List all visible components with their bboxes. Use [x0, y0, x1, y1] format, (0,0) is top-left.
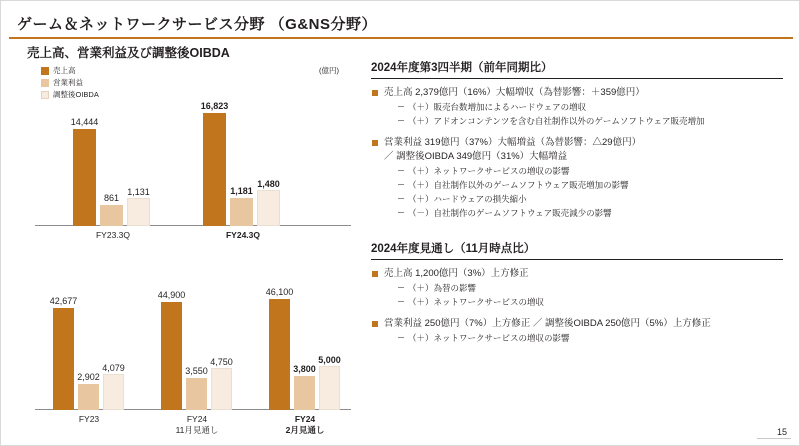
commentary-item-outlook-oi-text: 営業利益 250億円（7%）上方修正 ／ 調整後OIBDA 250億円（5%）上方修正: [384, 318, 711, 329]
bar-group-label-fy24-feb-line1: FY24: [294, 414, 316, 424]
commentary-subitem-text: （－）自社制作のゲームソフトウェア販売減少の影響: [408, 208, 612, 218]
bar-value-operating-income-fy23-3q: 861: [103, 193, 120, 203]
charts-column: [19, 43, 359, 433]
page-title: ゲーム＆ネットワークサービス分野 （G&NS分野）: [9, 9, 793, 39]
bar-oibda-fy23-3q: [127, 187, 150, 226]
commentary-subitem: [398, 165, 783, 178]
commentary-subitem-text: （＋）ネットワークサービスの増収の影響: [408, 166, 570, 176]
commentary-subitem: [398, 193, 783, 206]
legend-label-oibda: 調整後OIBDA: [53, 90, 99, 99]
dash-icon: [398, 170, 404, 171]
dash-icon: [398, 287, 404, 288]
page-number-rule: [757, 438, 791, 439]
bar-value-operating-income-fy24-feb: 3,800: [293, 364, 316, 374]
bar-sales-fy24-nov: [157, 290, 186, 410]
dash-icon: [398, 212, 404, 213]
commentary-subitem: [398, 115, 783, 128]
dash-icon: [398, 120, 404, 121]
bar-group-label-fy24-nov-line2: 11月見通し: [175, 425, 219, 435]
commentary-item-q3-sales-text: 売上高 2,379億円（16%）大幅増収（為替影響：＋359億円）: [384, 87, 645, 98]
bar-value-oibda-fy24-feb: 5,000: [318, 355, 341, 365]
commentary-item-q3-operating-income: [371, 136, 783, 220]
bullet-square-icon: [372, 90, 378, 96]
bar-sales-fy23: [49, 296, 78, 410]
bar-value-sales-fy23-3q: 14,444: [70, 117, 99, 127]
bar-value-sales-fy24-nov: 44,900: [157, 290, 186, 300]
legend-label-operating-income: 営業利益: [53, 78, 83, 87]
commentary-subitem-text: （＋）ネットワークサービスの増収の影響: [408, 333, 570, 343]
commentary-block-outlook-title: 2024年度見通し（11月時点比）: [371, 240, 783, 260]
bar-value-operating-income-fy24-3q: 1,181: [230, 186, 253, 196]
commentary-subitem-text: （＋）販売台数増加によるハードウェアの増収: [408, 102, 587, 112]
commentary-subitem: [398, 282, 783, 295]
bar-sales-fy24-feb: [265, 287, 294, 410]
commentary-subitem-text: （＋）自社制作以外のゲームソフトウェア販売増加の影響: [408, 180, 629, 190]
commentary-column: [371, 59, 783, 359]
bar-operating-income-fy24-feb: [293, 364, 316, 410]
annual-bar-chart: [27, 251, 357, 436]
bar-sales-fy23-3q: [70, 117, 99, 226]
commentary-subitem-text: （＋）アドオンコンテンツを含む自社制作以外のゲームソフトウェア販売増加: [408, 116, 705, 126]
commentary-subitem: [398, 101, 783, 114]
bar-value-sales-fy24-3q: 16,823: [200, 101, 229, 111]
commentary-item-outlook-operating-income: [371, 317, 783, 345]
dash-icon: [398, 106, 404, 107]
commentary-subitem: [398, 296, 783, 309]
commentary-block-outlook: [371, 240, 783, 345]
bar-value-sales-fy24-feb: 46,100: [265, 287, 294, 297]
bar-value-sales-fy23: 42,677: [49, 296, 78, 306]
bullet-square-icon: [372, 321, 378, 327]
dash-icon: [398, 301, 404, 302]
bar-oibda-fy24-feb: [318, 355, 341, 410]
page-number: 15: [776, 427, 787, 437]
bar-value-oibda-fy23: 4,079: [102, 363, 125, 373]
section-heading: 売上高、営業利益及び調整後OIBDA: [27, 46, 230, 60]
bar-operating-income-fy24-3q: [230, 186, 253, 226]
commentary-item-q3-oi-text: 営業利益 319億円（37%）大幅増益（為替影響：△29億円）: [384, 137, 642, 148]
commentary-subitem: [398, 207, 783, 220]
commentary-item-outlook-sales: [371, 267, 783, 309]
bar-value-operating-income-fy23: 2,902: [77, 372, 100, 382]
quarterly-bar-chart: [27, 67, 357, 252]
bar-operating-income-fy23: [77, 372, 100, 410]
bar-value-oibda-fy24-3q: 1,480: [257, 179, 280, 189]
bar-group-label-fy24-feb-line2: 2月見通し: [285, 425, 325, 435]
bullet-square-icon: [372, 271, 378, 277]
bullet-square-icon: [372, 140, 378, 146]
bar-oibda-fy24-nov: [210, 357, 233, 410]
chart-unit-label: (億円): [319, 66, 339, 75]
commentary-block-q3: [371, 59, 783, 220]
commentary-subitem: [398, 179, 783, 192]
commentary-item-q3-sales: [371, 86, 783, 128]
bar-group-label-fy23-line1: FY23: [78, 414, 100, 424]
bar-value-oibda-fy23-3q: 1,131: [127, 187, 150, 197]
bar-group-label-fy24-nov-line1: FY24: [186, 414, 208, 424]
bar-operating-income-fy24-nov: [185, 366, 208, 410]
bar-oibda-fy24-3q: [257, 179, 280, 226]
commentary-subitem-text: （＋）ハードウェアの損失縮小: [408, 194, 527, 204]
commentary-subitem-text: （＋）為替の影響: [408, 283, 477, 293]
commentary-subitem: [398, 332, 783, 345]
commentary-subitem-text: （＋）ネットワークサービスの増収: [408, 297, 545, 307]
legend-label-sales: 売上高: [53, 66, 76, 75]
bar-operating-income-fy23-3q: [100, 193, 123, 226]
bar-sales-fy24-3q: [200, 101, 229, 226]
commentary-item-q3-oibda-text: ／ 調整後OIBDA 349億円（31%）大幅増益: [384, 151, 568, 162]
bar-value-operating-income-fy24-nov: 3,550: [185, 366, 208, 376]
commentary-item-outlook-sales-text: 売上高 1,200億円（3%）上方修正: [384, 268, 529, 279]
dash-icon: [398, 198, 404, 199]
bar-oibda-fy23: [102, 363, 125, 410]
bar-group-label-fy24-3q: FY24.3Q: [225, 230, 261, 240]
bar-group-label-fy23-3q: FY23.3Q: [95, 230, 131, 240]
commentary-block-q3-title: 2024年度第3四半期（前年同期比）: [371, 59, 783, 79]
dash-icon: [398, 337, 404, 338]
dash-icon: [398, 184, 404, 185]
bar-value-oibda-fy24-nov: 4,750: [210, 357, 233, 367]
